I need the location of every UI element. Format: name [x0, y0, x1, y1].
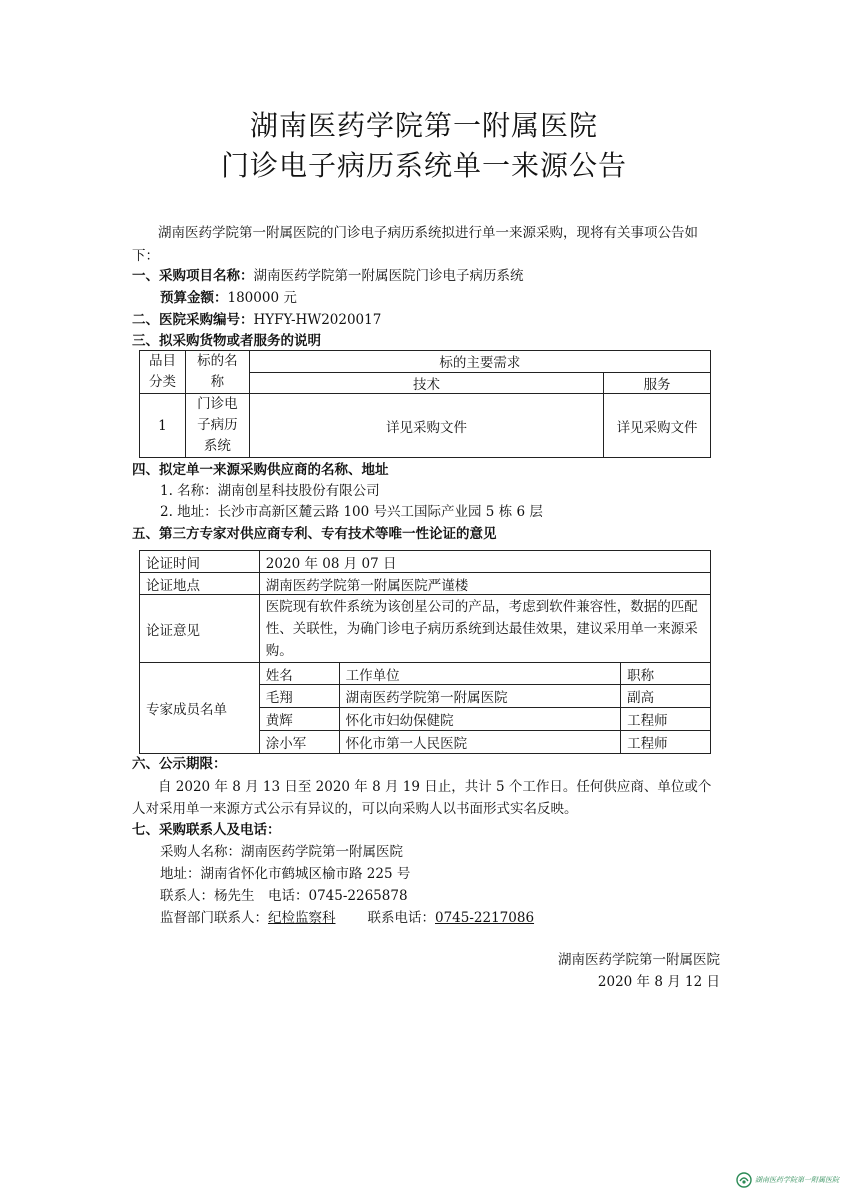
- experts-header-title: 职称: [621, 663, 711, 685]
- section-1-label: 一、采购项目名称：: [132, 268, 254, 284]
- expert-title: 副高: [621, 685, 711, 708]
- hospital-emblem-icon: [736, 1172, 752, 1188]
- page-title-line2: 门诊电子病历系统单一来源公告: [220, 149, 627, 182]
- expert-name: 涂小军: [259, 731, 339, 754]
- header-main-requirements: 标的主要需求: [249, 351, 710, 373]
- review-table: [139, 550, 711, 754]
- supervisor-phone-label: 联系电话：: [367, 910, 435, 926]
- section-7-label: 七、采购联系人及电话：: [132, 822, 281, 838]
- section-2-label: 二、医院采购编号：: [132, 312, 254, 328]
- hospital-logo: [736, 1170, 840, 1190]
- purchaser-address: 地址：湖南省怀化市鹤城区榆市路 225 号: [160, 866, 411, 882]
- experts-header-name: 姓名: [259, 663, 339, 685]
- row-technology: 详见采购文件: [249, 394, 603, 458]
- publicity-period-text: 自 2020 年 8 月 13 日至 2020 年 8 月 19 日止，共计 5 个工作日。任何供应商、单位或个人对采用单一来源方式公示有异议的，可以向采购人以书面形式实名反映。: [132, 779, 712, 817]
- section-4-label: 四、拟定单一来源采购供应商的名称、地址: [132, 462, 389, 478]
- budget-label: 预算金额：: [160, 290, 228, 306]
- place-label: 论证地点: [140, 573, 260, 595]
- section-3-label: 三、拟采购货物或者服务的说明: [132, 333, 321, 349]
- expert-unit: 怀化市第一人民医院: [339, 731, 620, 754]
- time-value: 2020 年 08 月 07 日: [259, 551, 710, 573]
- supplier-address: 2. 地址：长沙市高新区麓云路 100 号兴工国际产业园 5 栋 6 层: [160, 504, 543, 520]
- expert-title: 工程师: [621, 731, 711, 754]
- project-name: 湖南医药学院第一附属医院门诊电子病历系统: [253, 268, 524, 284]
- section-6-label: 六、公示期限：: [132, 756, 227, 772]
- header-target-name: 标的名称: [185, 351, 249, 394]
- expert-unit: 怀化市妇幼保健院: [339, 708, 620, 731]
- goods-table: [139, 350, 711, 458]
- section-5-label: 五、第三方专家对供应商专利、专有技术等唯一性论证的意见: [132, 526, 497, 542]
- intro-paragraph: 湖南医药学院第一附属医院的门诊电子病历系统拟进行单一来源采购，现将有关事项公告如下：: [132, 225, 698, 264]
- opinion-value: 医院现有软件系统为该创星公司的产品，考虑到软件兼容性，数据的匹配性、关联性，为确门诊电子病历系统到达最佳效果，建议采用单一来源采购。: [259, 595, 710, 663]
- supervisor-value: 纪检监察科: [268, 910, 336, 926]
- supervisor-line: [160, 908, 534, 928]
- expert-unit: 湖南医药学院第一附属医院: [339, 685, 620, 708]
- expert-name: 毛翔: [259, 685, 339, 708]
- logo-text: 湖南医药学院第一附属医院: [755, 1176, 839, 1184]
- place-value: 湖南医药学院第一附属医院严谨楼: [259, 573, 710, 595]
- supplier-name: 1. 名称：湖南创星科技股份有限公司: [160, 483, 380, 499]
- row-service: 详见采购文件: [604, 394, 711, 458]
- experts-header-unit: 工作单位: [339, 663, 620, 685]
- signature-date: 2020 年 8 月 12 日: [597, 974, 720, 990]
- header-item-category: 品目分类: [140, 351, 186, 394]
- signature-org: 湖南医药学院第一附属医院: [558, 952, 720, 968]
- supervisor-label: 监督部门联系人：: [160, 910, 268, 926]
- section-2: [132, 310, 381, 330]
- page-title-line1: 湖南医药学院第一附属医院: [249, 109, 598, 142]
- procurement-number: HYFY-HW2020017: [253, 312, 382, 328]
- supervisor-phone-value: 0745-2217086: [435, 910, 535, 926]
- budget-line: [160, 288, 297, 308]
- contact-line: 联系人：杨先生 电话：0745-2265878: [160, 888, 408, 904]
- purchaser-name: 采购人名称：湖南医药学院第一附属医院: [160, 844, 403, 860]
- expert-title: 工程师: [621, 708, 711, 731]
- time-label: 论证时间: [140, 551, 260, 573]
- header-service: 服务: [604, 372, 711, 394]
- section-1: [132, 266, 524, 286]
- experts-label: 专家成员名单: [140, 663, 260, 754]
- row-item: 1: [140, 394, 186, 458]
- opinion-label: 论证意见: [140, 595, 260, 663]
- expert-name: 黄辉: [259, 708, 339, 731]
- header-technology: 技术: [249, 372, 603, 394]
- row-name: 门诊电子病历系统: [185, 394, 249, 458]
- budget-value: 180000 元: [227, 290, 297, 306]
